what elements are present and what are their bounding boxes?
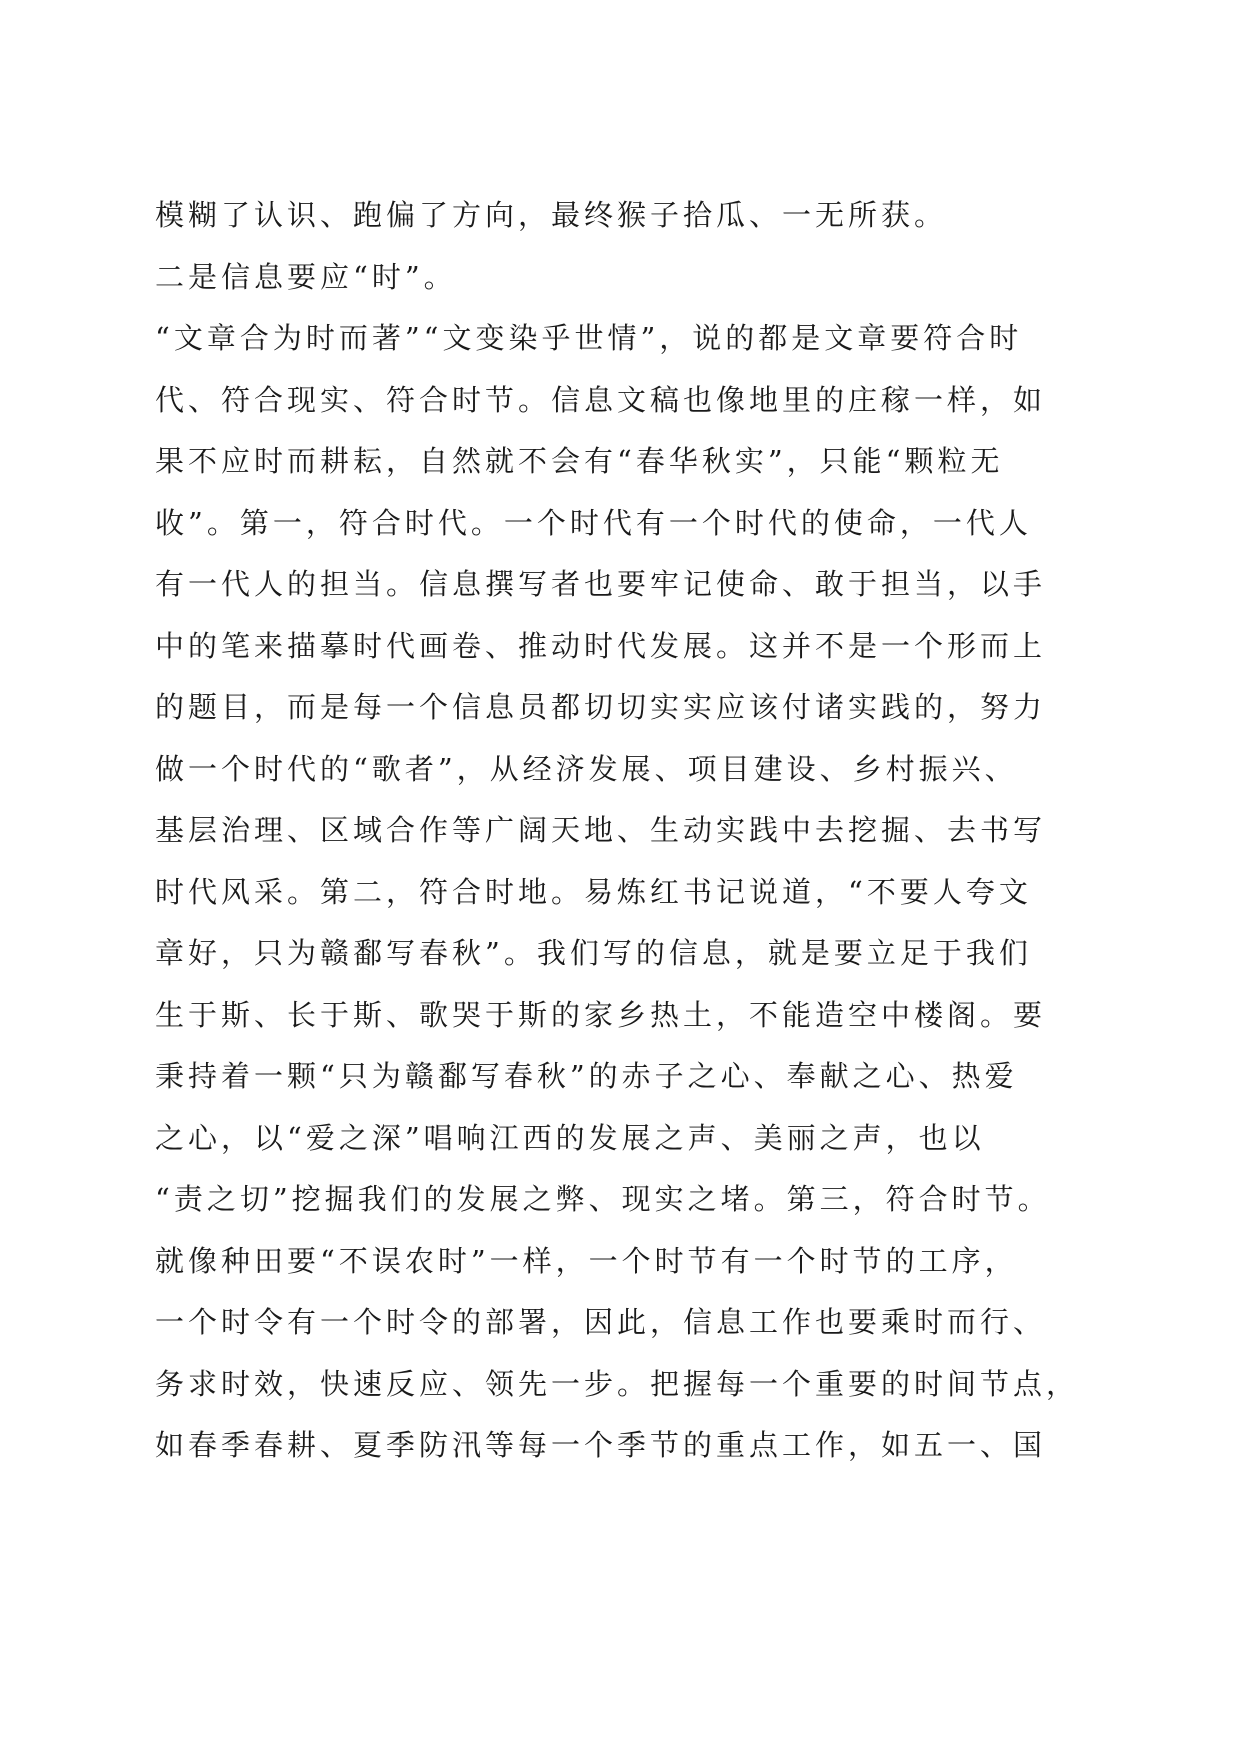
- text-line: “文章合为时而著”“文变染乎世情”，说的都是文章要符合时: [155, 321, 1023, 355]
- text-line: 一个时令有一个时令的部署，因此，信息工作也要乘时而行、: [155, 1305, 1047, 1339]
- text-line: 之心，以“爱之深”唱响江西的发展之声、美丽之声，也以: [155, 1120, 985, 1155]
- text-line: 秉持着一颗“只为赣鄱写春秋”的赤子之心、奉献之心、热爱: [155, 1059, 1018, 1093]
- text-line: 代、符合现实、符合时节。信息文稿也像地里的庄稼一样，如: [155, 382, 1047, 417]
- text-line: 中的笔来描摹时代画卷、推动时代发展。这并不是一个形而上: [155, 628, 1047, 663]
- text-line: 做一个时代的“歌者”，从经济发展、项目建设、乡村振兴、: [155, 751, 1018, 786]
- text-line: 章好，只为赣鄱写春秋”。我们写的信息，就是要立足于我们: [155, 936, 1032, 970]
- section-heading: 二是信息要应“时”。: [155, 259, 457, 294]
- text-line: 务求时效，快速反应、领先一步。把握每一个重要的时间节点，: [155, 1366, 1080, 1401]
- text-line: 生于斯、长于斯、歌哭于斯的家乡热土，不能造空中楼阁。要: [155, 997, 1047, 1032]
- body-text: [155, 185, 1115, 1477]
- text-line: 果不应时而耕耘，自然就不会有“春华秋实”，只能“颗粒无: [155, 444, 1004, 478]
- text-line: 基层治理、区域合作等广阔天地、生动实践中去挖掘、去书写: [155, 813, 1047, 847]
- text-line: 如春季春耕、夏季防汛等每一个季节的重点工作，如五一、国: [155, 1428, 1047, 1462]
- text-line: 的题目，而是每一个信息员都切切实实应该付诸实践的，努力: [155, 690, 1047, 724]
- text-line: 有一代人的担当。信息撰写者也要牢记使命、敢于担当，以手: [155, 567, 1047, 601]
- text-line: “责之切”挖掘我们的发展之弊、现实之堵。第三，符合时节。: [155, 1182, 1051, 1216]
- text-line: 模糊了认识、跑偏了方向，最终猴子拾瓜、一无所获。: [155, 198, 948, 232]
- text-line: 收”。第一，符合时代。一个时代有一个时代的使命，一代人: [155, 505, 1032, 540]
- text-line: 时代风采。第二，符合时地。易炼红书记说道，“不要人夸文: [155, 874, 1032, 909]
- text-line: 就像种田要“不误农时”一样，一个时节有一个时节的工序，: [155, 1243, 1018, 1278]
